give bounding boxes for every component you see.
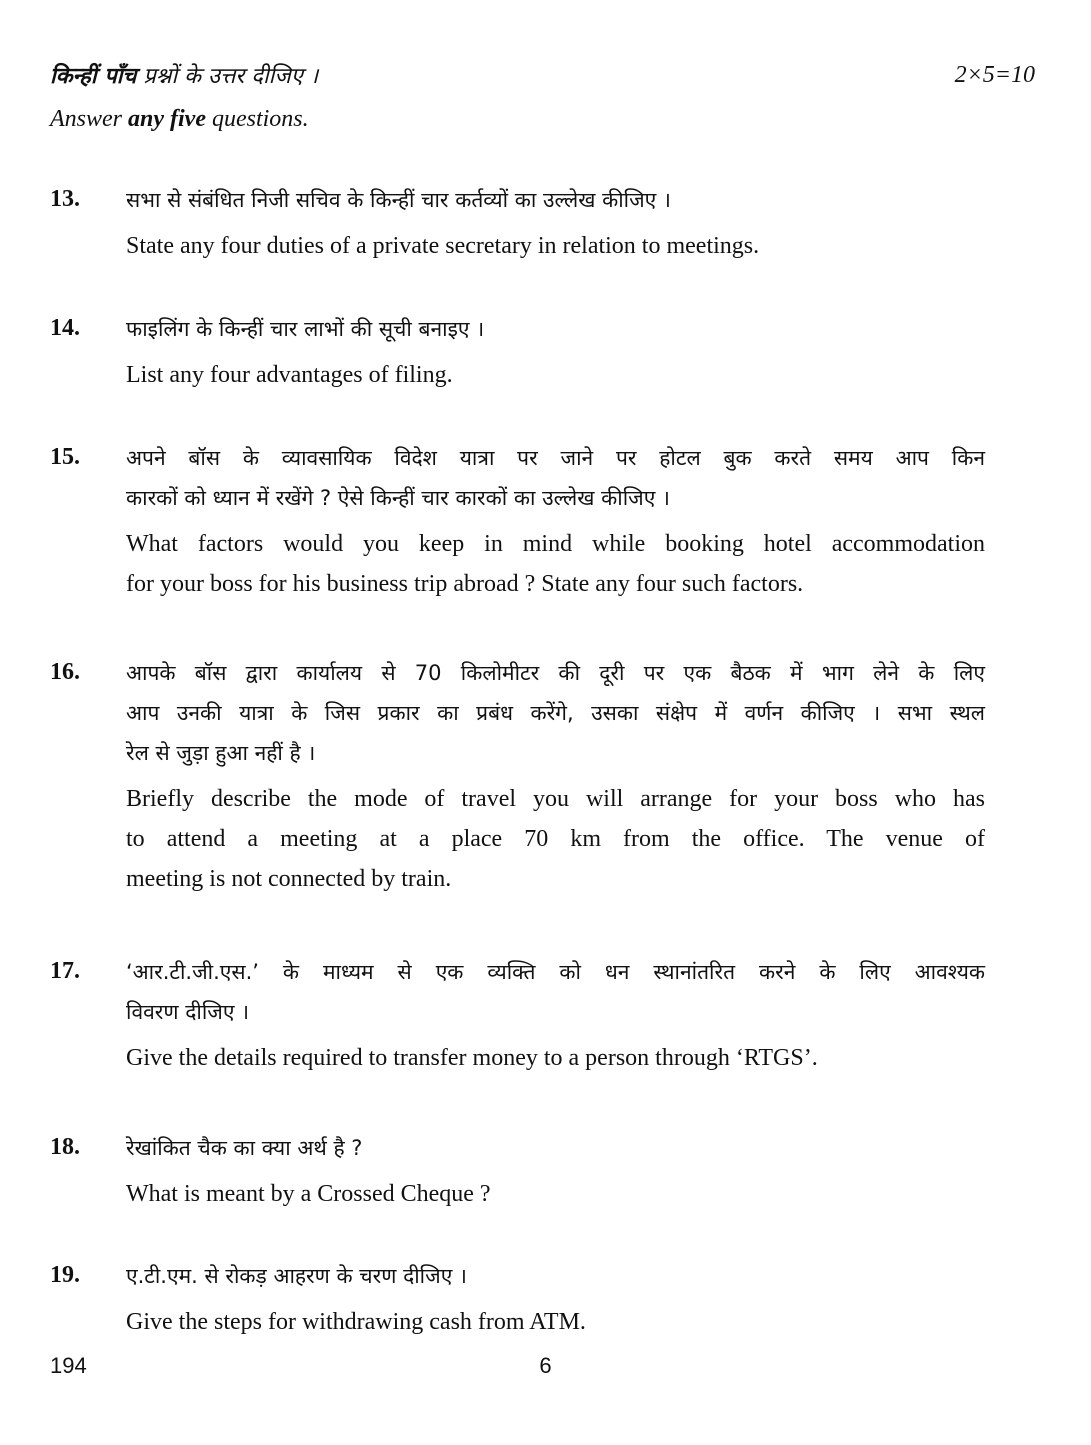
instruction-hindi-bold: किन्हीं पाँच [50, 64, 137, 89]
question-english-line: meeting is not connected by train. [126, 866, 452, 892]
question-number: 17. [50, 958, 80, 984]
question-hindi-line: फाइलिंग के किन्हीं चार लाभों की सूची बनाइए । [126, 317, 485, 341]
question-hindi-line: रेखांकित चैक का क्या अर्थ है ? [126, 1136, 363, 1160]
question-18 [50, 1128, 985, 1214]
question-hindi-line: विवरण दीजिए । [126, 1000, 250, 1024]
section-marks: 2×5=10 [954, 62, 1035, 88]
question-english-line: State any four duties of a private secretary in relation to meetings. [126, 233, 760, 259]
question-hindi-line: रेल से जुड़ा हुआ नहीं है । [126, 741, 316, 765]
question-number: 15. [50, 444, 80, 470]
instruction-hindi-rest: प्रश्नों के उत्तर दीजिए । [136, 64, 319, 89]
paper-code: 194 [50, 1353, 87, 1378]
question-hindi-line: कारकों को ध्यान में रखेंगे ? ऐसे किन्हीं चार कारकों का उल्लेख कीजिए । [126, 486, 670, 510]
question-hindi-line: आप उनकी यात्रा के जिस प्रकार का प्रबंध करेंगे, उसका संक्षेप में वर्णन कीजिए । सभा स्थल [126, 701, 985, 725]
instruction-english [50, 106, 309, 133]
question-19 [50, 1256, 985, 1342]
question-english-line: What factors would you keep in mind while booking hotel accommodation [126, 531, 985, 557]
instruction-english-bold: any five [128, 106, 206, 132]
question-english-line: Give the details required to transfer money to a person through ‘RTGS’. [126, 1045, 818, 1071]
instruction-english-post: questions. [205, 106, 309, 132]
question-english-line: for your boss for his business trip abroad ? State any four such factors. [126, 571, 804, 597]
question-15 [50, 438, 985, 604]
question-english-line: List any four advantages of filing. [126, 362, 453, 388]
page-number: 6 [539, 1353, 552, 1378]
question-hindi-line: अपने बॉस के व्यावसायिक विदेश यात्रा पर जाने पर होटल बुक करते समय आप किन [126, 446, 985, 470]
question-number: 18. [50, 1134, 80, 1160]
question-english-line: to attend a meeting at a place 70 km from the office. The venue of [126, 826, 985, 852]
question-english-line: Briefly describe the mode of travel you will arrange for your boss who has [126, 786, 985, 812]
question-english-line: What is meant by a Crossed Cheque ? [126, 1181, 491, 1207]
question-17 [50, 952, 985, 1078]
instruction-hindi [50, 60, 318, 90]
instruction-english-pre: Answer [50, 106, 128, 132]
question-english-line: Give the steps for withdrawing cash from ATM. [126, 1309, 586, 1335]
question-hindi-line: आपके बॉस द्वारा कार्यालय से 70 किलोमीटर की दूरी पर एक बैठक में भाग लेने के लिए [126, 661, 985, 685]
question-number: 16. [50, 659, 80, 685]
question-hindi-line: ‘आर.टी.जी.एस.’ के माध्यम से एक व्यक्ति को धन स्थानांतरित करने के लिए आवश्यक [126, 960, 985, 984]
question-hindi-line: सभा से संबंधित निजी सचिव के किन्हीं चार कर्तव्यों का उल्लेख कीजिए । [126, 188, 671, 212]
question-16 [50, 653, 985, 899]
question-14 [50, 309, 985, 395]
question-13 [50, 180, 985, 266]
question-number: 14. [50, 315, 80, 341]
question-hindi-line: ए.टी.एम. से रोकड़ आहरण के चरण दीजिए । [126, 1264, 467, 1288]
question-number: 19. [50, 1262, 80, 1288]
question-number: 13. [50, 186, 80, 212]
